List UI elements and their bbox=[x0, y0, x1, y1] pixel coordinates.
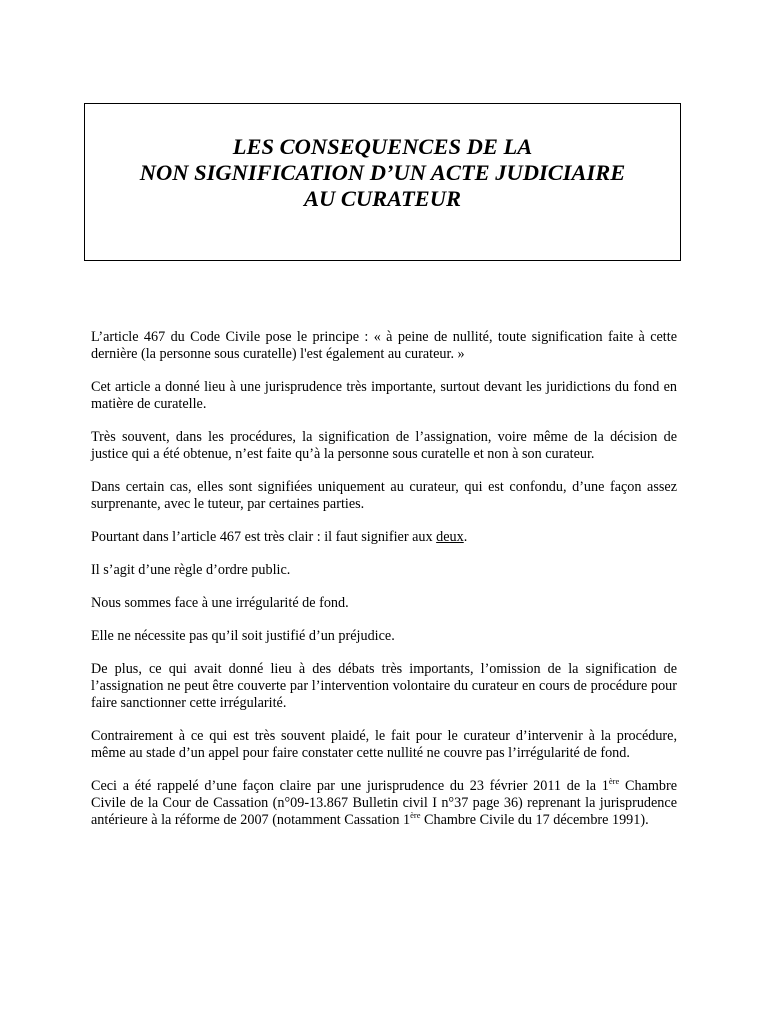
paragraph-11-part-2: Chambre Civile de la Cour de Cassation (n°09-13.867 Bulletin civil I n°37 page 36) reprenant la jurisprudence antérieure à la réforme de 2007 (notamment Cassation 1 bbox=[91, 778, 678, 828]
paragraph-5 bbox=[91, 529, 677, 546]
paragraph-4: Dans certain cas, elles sont signifiées uniquement au curateur, qui est confondu, d’une façon assez surprenante, avec le tuteur, par certaines parties. bbox=[91, 479, 677, 512]
paragraph-1: L’article 467 du Code Civile pose le principe : « à peine de nullité, toute signification faite à cette dernière (la personne sous curatelle) l'est également au curateur. » bbox=[91, 329, 677, 362]
paragraph-6: Il s’agit d’une règle d’ordre public. bbox=[91, 562, 291, 578]
paragraph-5-text: Pourtant dans l’article 467 est très clair : il faut signifier aux bbox=[91, 529, 437, 545]
title-line-1: LES CONSEQUENCES DE LA bbox=[232, 134, 533, 159]
paragraph-10: Contrairement à ce qui est très souvent plaidé, le fait pour le curateur d’intervenir à la procédure, même au stade d’un appel pour faire constater cette nullité ne couvre pas l’irrégularité de fond. bbox=[91, 728, 677, 761]
paragraph-5-end: . bbox=[463, 529, 468, 545]
title-box bbox=[84, 103, 681, 261]
document-body bbox=[91, 329, 677, 845]
title-line-3: AU CURATEUR bbox=[304, 186, 461, 211]
paragraph-2: Cet article a donné lieu à une jurisprudence très importante, surtout devant les juridictions du fond en matière de curatelle. bbox=[91, 379, 677, 412]
superscript-ere-1: ère bbox=[608, 776, 620, 786]
paragraph-8: Elle ne nécessite pas qu’il soit justifié d’un préjudice. bbox=[91, 628, 395, 644]
superscript-ere-2: ère bbox=[410, 810, 421, 820]
document-title bbox=[85, 134, 680, 212]
paragraph-11-part-3: Chambre Civile du 17 décembre 1991). bbox=[420, 812, 649, 828]
paragraph-11 bbox=[91, 778, 677, 829]
underlined-word: deux bbox=[436, 529, 464, 545]
title-line-2: NON SIGNIFICATION D’UN ACTE JUDICIAIRE bbox=[139, 160, 626, 185]
paragraph-7: Nous sommes face à une irrégularité de fond. bbox=[91, 595, 349, 611]
paragraph-3: Très souvent, dans les procédures, la signification de l’assignation, voire même de la décision de justice qui a été obtenue, n’est faite qu’à la personne sous curatelle et non à son curateur. bbox=[91, 429, 677, 462]
paragraph-9: De plus, ce qui avait donné lieu à des débats très importants, l’omission de la signification de l’assignation ne peut être couverte par l’intervention volontaire du curateur en cours de procédure pour faire sanctionner cette irrégularité. bbox=[91, 661, 677, 711]
paragraph-11-part-1: Ceci a été rappelé d’une façon claire par une jurisprudence du 23 février 2011 de la 1 bbox=[91, 778, 609, 794]
